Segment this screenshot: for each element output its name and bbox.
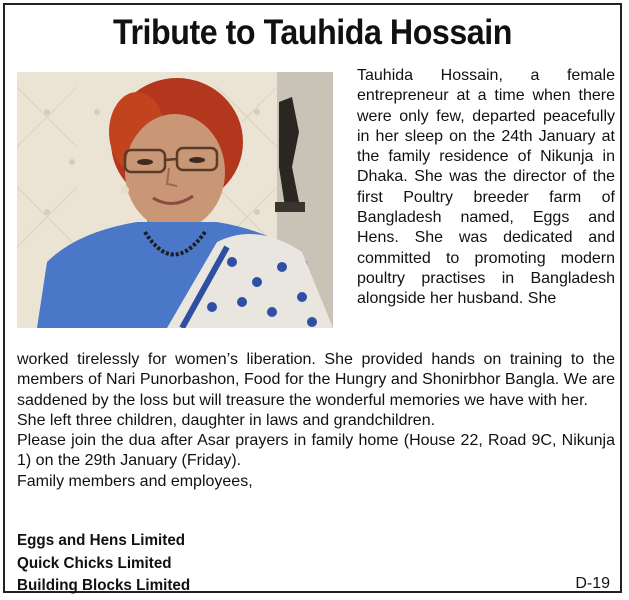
dua-invitation: Please join the dua after Asar prayers in family home (House 22, Road 9C, Nikunja 1) on the 29th January (Friday).: [17, 432, 615, 470]
notice-title: Tribute to Tauhida Hossain: [113, 13, 512, 52]
intro-paragraph: Tauhida Hossain, a female entrepreneur at a time when there were only few, departed peacefully in her sleep on the 24th January at the family residence of Nikunja in Dhaka. She was the director of the first Poultry breeder farm of Bangladesh named, Eggs and Hens. She was dedicated and committed to promoting modern poultry practises in Bangladesh alongside her husband. She: [357, 67, 615, 308]
ad-code: D-19: [575, 575, 610, 592]
company-name: Building Blocks Limited: [17, 577, 191, 594]
company-list: [17, 530, 417, 598]
company-name: Quick Chicks Limited: [17, 554, 172, 572]
company-name: Eggs and Hens Limited: [17, 532, 186, 549]
survivors-line: She left three children, daughter in laws and grandchildren.: [17, 411, 436, 429]
body-text: [17, 350, 615, 492]
tribute-notice: [3, 3, 622, 593]
signoff-line: Family members and employees,: [17, 472, 253, 490]
portrait-photo: [17, 72, 333, 328]
continuation-paragraph: worked tirelessly for women’s liberation. She provided hands on training to the members of Nari Punorbashon, Food for the Hungry and Shonirbhor Bangla. We are saddened by the loss but will treasure the wonderful memories we have with her.: [17, 351, 615, 409]
